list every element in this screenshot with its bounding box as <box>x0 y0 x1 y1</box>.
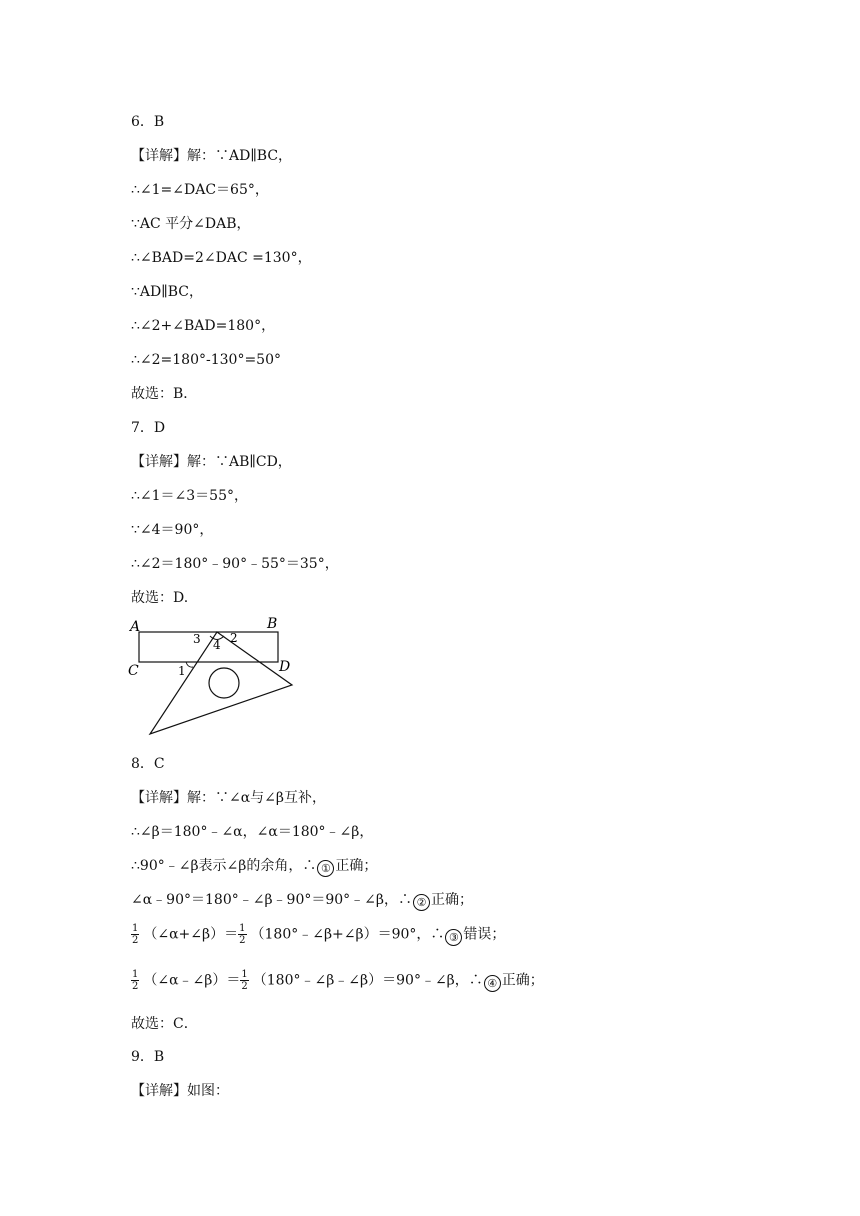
line-text: 正确； <box>501 972 544 989</box>
angle-arc <box>186 662 193 667</box>
solution-line: ∵∠4＝90°， <box>131 522 214 538</box>
line-text: ∠α﹣90°＝180°﹣∠β﹣90°＝90°﹣∠β，∴ <box>131 892 412 908</box>
circled-number: ③ <box>445 929 462 946</box>
answer-choice: 故选：B． <box>131 386 198 402</box>
line-text: （180°﹣∠β+∠β）＝90°，∴ <box>250 926 445 943</box>
solution-line: 【详解】如图： <box>131 1083 229 1099</box>
solution-line: ∴∠BAD=2∠DAC =130°， <box>131 250 312 266</box>
solution-line <box>131 969 544 992</box>
line-text: 正确； <box>431 892 473 908</box>
circled-number: ① <box>317 860 334 877</box>
solution-line: 【详解】解：∵∠α与∠β互补， <box>131 790 327 806</box>
angle-label-1: 1 <box>178 664 186 678</box>
solution-line: ∴∠1＝∠3＝55°， <box>131 488 248 504</box>
line-text: （180°﹣∠β﹣∠β）＝90°﹣∠β，∴ <box>252 972 483 989</box>
solution-line <box>131 891 473 911</box>
set-square-triangle <box>150 632 292 734</box>
solution-line: ∴∠2＝180°﹣90°﹣55°＝35°， <box>131 556 339 572</box>
circled-number: ② <box>413 894 430 911</box>
set-square-hole <box>209 668 239 698</box>
solution-line: ∴∠β＝180°﹣∠α，∠α＝180°﹣∠β， <box>131 824 374 840</box>
answer-choice: 故选：D. <box>131 590 189 606</box>
line-text: ∴90°﹣∠β表示∠β的余角，∴ <box>131 858 317 874</box>
answer-7-heading: 7．D <box>131 420 166 436</box>
circled-number: ④ <box>484 975 501 992</box>
solution-line: 【详解】解：∵AD∥BC， <box>131 148 293 164</box>
angle-label-3: 3 <box>193 632 201 646</box>
answer-choice: 故选：C． <box>131 1016 198 1032</box>
answer-8-heading: 8．C <box>131 756 165 772</box>
point-label-d: D <box>279 659 291 675</box>
solution-line: ∴∠2=180°-130°=50° <box>131 352 281 368</box>
solution-line <box>131 857 377 877</box>
solution-line: ∵AC 平分∠DAB， <box>131 216 251 232</box>
fraction: $\frac{1}{2}$ <box>241 969 248 992</box>
answer-9-heading: 9．B <box>131 1049 165 1065</box>
angle-label-4: 4 <box>213 638 221 652</box>
line-text: （∠α+∠β）＝ <box>143 926 239 943</box>
point-label-c: C <box>128 663 139 679</box>
geometry-figure <box>124 612 304 738</box>
solution-line: 【详解】解：∵AB∥CD， <box>131 454 292 470</box>
ruler-rectangle <box>139 632 278 662</box>
angle-label-2: 2 <box>230 631 238 645</box>
solution-line: ∴∠2+∠BAD=180°， <box>131 318 276 334</box>
line-text: 正确； <box>335 858 378 874</box>
solution-line <box>131 923 505 946</box>
answer-6-heading: 6．B <box>131 114 165 130</box>
solution-line: ∵AD∥BC， <box>131 284 203 300</box>
line-text: （∠α﹣∠β）＝ <box>143 972 241 989</box>
point-label-a: A <box>130 619 141 635</box>
line-text: 错误； <box>463 926 506 943</box>
point-label-b: B <box>267 616 278 632</box>
solution-line: ∴∠1=∠DAC＝65°， <box>131 182 269 198</box>
fraction: $\frac{1}{2}$ <box>132 923 139 946</box>
fraction: $\frac{1}{2}$ <box>239 923 246 946</box>
fraction: $\frac{1}{2}$ <box>132 969 139 992</box>
